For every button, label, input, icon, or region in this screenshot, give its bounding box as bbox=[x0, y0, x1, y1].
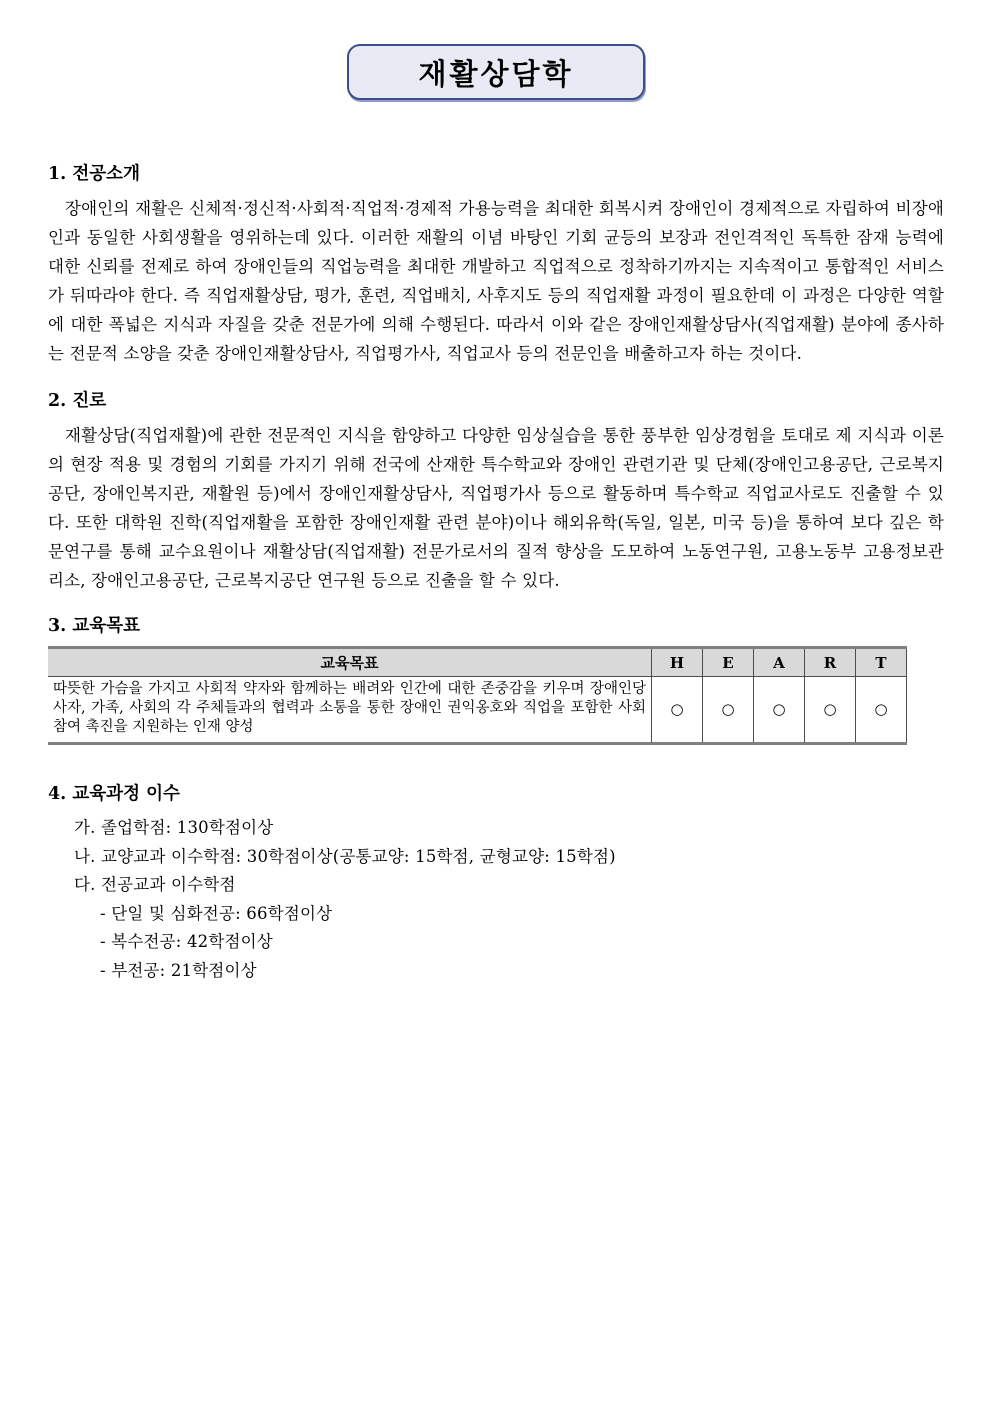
circle-mark-h: ○ bbox=[652, 677, 703, 744]
section-goals bbox=[48, 615, 944, 745]
circle-mark-a: ○ bbox=[754, 677, 805, 744]
goals-table-body bbox=[48, 677, 907, 744]
goals-table-header-row bbox=[48, 648, 907, 677]
list-item-graduation-credits: 가. 졸업학점: 130학점이상 bbox=[74, 818, 274, 837]
section-intro-body: 장애인의 재활은 신체적·정신적·사회적·직업적·경제적 가용능력을 최대한 회복시켜 장애인이 경제적으로 자립하여 비장애인과 동일한 사회생활을 영위하는데 있다. 이러한 재활의 이념 바탕인 기회 균등의 보장과 전인격적인 독특한 잠재 능력에 대한 신뢰를 전제로 하여 장애인들의 직업능력을 최대한 개발하고 직업적으로 정착하기까지는 지속적이고 통합적인 서비스가 뒤따라야 한다. 즉 직업재활상담, 평가, 훈련, 직업배치, 사후지도 등의 직업재활 과정이 필요한데 이 과정은 다양한 역할에 대한 폭넓은 지식과 자질을 갖춘 전문가에 의해 수행된다. 따라서 이와 같은 장애인재활상담사(직업재활) 분야에 종사하는 전문적 소양을 갖춘 장애인재활상담사, 직업평가사, 직업교사 등의 전문인을 배출하고자 하는 것이다. bbox=[48, 199, 944, 363]
list-item-double-major: - 복수전공: 42학점이상 bbox=[100, 932, 273, 951]
goals-table-head bbox=[48, 648, 907, 677]
goals-table bbox=[48, 646, 907, 745]
list-item-liberal-arts-credits: 나. 교양교과 이수학점: 30학점이상(공통교양: 15학점, 균형교양: 15학점) bbox=[74, 846, 616, 866]
table-row bbox=[48, 677, 907, 744]
goals-table-header-t: T bbox=[856, 648, 907, 677]
section-career-body: 재활상담(직업재활)에 관한 전문적인 지식을 함양하고 다양한 임상실습을 통한 풍부한 임상경험을 토대로 제 지식과 이론의 현장 적용 및 경험의 기회를 가지기 위해 전국에 산재한 특수학교와 장애인 관련기관 및 단체(장애인고용공단, 근로복지공단, 장애인복지관, 재활원 등)에서 장애인재활상담사, 직업평가사 등으로 활동하며 특수학교 직업교사로도 진출할 수 있다. 또한 대학원 진학(직업재활을 포함한 장애인재활 관련 분야)이나 해외유학(독일, 일본, 미국 등)을 통하여 보다 깊은 학문연구를 통해 교수요원이나 재활상담(직업재활) 전문가로서의 질적 향상을 도모하여 노동연구원, 고용노동부 고용정보관리소, 장애인고용공단, 근로복지공단 연구원 등으로 진출을 할 수 있다. bbox=[48, 426, 944, 590]
goals-table-header-h: H bbox=[652, 648, 703, 677]
section-career bbox=[48, 390, 944, 595]
goals-table-header-goal: 교육목표 bbox=[48, 648, 652, 677]
circle-mark-e: ○ bbox=[703, 677, 754, 744]
list-item-major-credits: 다. 전공교과 이수학점 bbox=[74, 875, 236, 894]
title-box bbox=[347, 44, 645, 100]
goals-table-header-a: A bbox=[754, 648, 805, 677]
section-curriculum bbox=[48, 783, 944, 985]
section-curriculum-heading: 4. 교육과정 이수 bbox=[48, 784, 180, 804]
section-goals-heading: 3. 교육목표 bbox=[48, 616, 140, 636]
goals-table-header-e: E bbox=[703, 648, 754, 677]
section-intro-heading: 1. 전공소개 bbox=[48, 164, 140, 184]
list-item-single-major: - 단일 및 심화전공: 66학점이상 bbox=[100, 903, 333, 923]
circle-mark-t: ○ bbox=[856, 677, 907, 744]
page-title: 재활상담학 bbox=[418, 56, 574, 91]
goals-table-header-r: R bbox=[805, 648, 856, 677]
list-item-minor: - 부전공: 21학점이상 bbox=[100, 960, 257, 980]
curriculum-list bbox=[48, 814, 944, 985]
circle-mark-r: ○ bbox=[805, 677, 856, 744]
section-intro bbox=[48, 163, 944, 368]
goal-text-cell: 따뜻한 가슴을 가지고 사회적 약자와 함께하는 배려와 인간에 대한 존중감을 키우며 장애인당사자, 가족, 사회의 각 주체들과의 협력과 소통을 통한 장애인 권익옹호와 직업을 포함한 사회참여 촉진을 지원하는 인재 양성 bbox=[48, 677, 652, 744]
section-career-heading: 2. 진로 bbox=[48, 391, 107, 411]
